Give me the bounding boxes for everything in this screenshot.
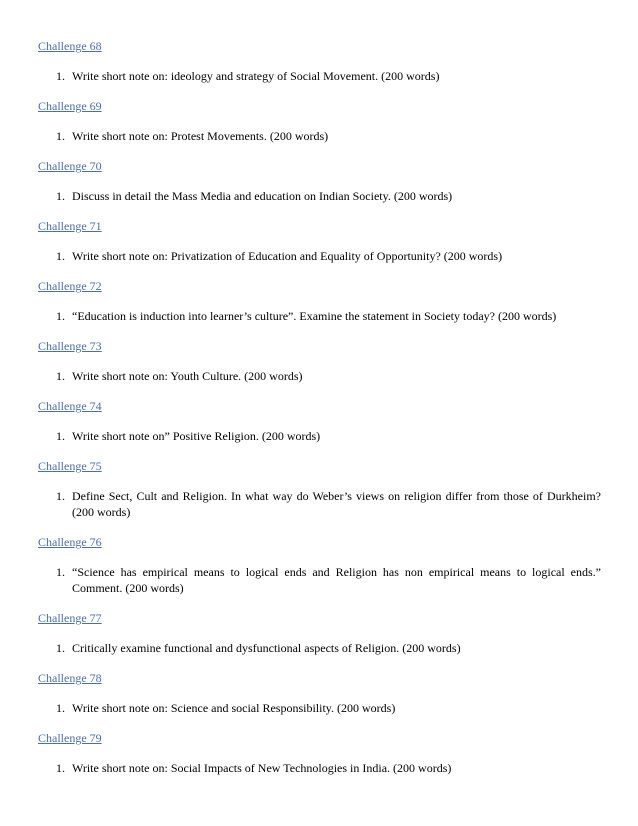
- list-number: 1.: [56, 429, 65, 443]
- question-item: [38, 640, 601, 656]
- question-item: [38, 308, 601, 324]
- question-text: “Education is induction into learner’s culture”. Examine the statement in Society today? (200 words): [72, 309, 557, 323]
- question-list: [38, 564, 601, 596]
- challenge-section-68: [38, 37, 601, 84]
- question-item: [38, 428, 601, 444]
- question-list: [38, 640, 601, 656]
- challenge-link-77[interactable]: Challenge 77: [38, 611, 102, 625]
- question-item: [38, 564, 601, 596]
- question-list: [38, 68, 601, 84]
- question-item: [38, 488, 601, 520]
- question-list: [38, 368, 601, 384]
- challenge-section-74: [38, 397, 601, 444]
- challenge-link-76[interactable]: Challenge 76: [38, 535, 102, 549]
- question-list: [38, 760, 601, 776]
- challenge-section-73: [38, 337, 601, 384]
- question-text: Discuss in detail the Mass Media and education on Indian Society. (200 words): [72, 189, 453, 203]
- question-list: [38, 700, 601, 716]
- list-number: 1.: [56, 565, 65, 579]
- challenge-link-73[interactable]: Challenge 73: [38, 339, 102, 353]
- challenge-link-75[interactable]: Challenge 75: [38, 459, 102, 473]
- question-text: Critically examine functional and dysfunctional aspects of Religion. (200 words): [72, 641, 461, 655]
- challenge-link-69[interactable]: Challenge 69: [38, 99, 102, 113]
- list-number: 1.: [56, 69, 65, 83]
- challenge-section-78: [38, 669, 601, 716]
- question-text: Write short note on: ideology and strategy of Social Movement. (200 words): [72, 69, 440, 83]
- list-number: 1.: [56, 249, 65, 263]
- list-number: 1.: [56, 369, 65, 383]
- question-text: “Science has empirical means to logical ends and Religion has non empirical means to logical ends.” Comment. (200 words): [72, 565, 601, 595]
- question-text: Define Sect, Cult and Religion. In what way do Weber’s views on religion differ from those of Durkheim? (200 words): [72, 489, 601, 519]
- question-item: [38, 188, 601, 204]
- challenge-section-77: [38, 609, 601, 656]
- list-number: 1.: [56, 309, 65, 323]
- challenge-section-71: [38, 217, 601, 264]
- challenge-link-79[interactable]: Challenge 79: [38, 731, 102, 745]
- challenge-section-69: [38, 97, 601, 144]
- question-text: Write short note on: Science and social Responsibility. (200 words): [72, 701, 396, 715]
- question-list: [38, 308, 601, 324]
- list-number: 1.: [56, 189, 65, 203]
- list-number: 1.: [56, 129, 65, 143]
- challenge-link-70[interactable]: Challenge 70: [38, 159, 102, 173]
- question-list: [38, 428, 601, 444]
- challenge-link-78[interactable]: Challenge 78: [38, 671, 102, 685]
- challenge-section-70: [38, 157, 601, 204]
- question-text: Write short note on: Youth Culture. (200 words): [72, 369, 303, 383]
- challenge-link-74[interactable]: Challenge 74: [38, 399, 102, 413]
- challenge-section-79: [38, 729, 601, 776]
- question-text: Write short note on: Social Impacts of New Technologies in India. (200 words): [72, 761, 452, 775]
- question-item: [38, 248, 601, 264]
- question-item: [38, 128, 601, 144]
- challenge-link-71[interactable]: Challenge 71: [38, 219, 102, 233]
- challenge-section-76: [38, 533, 601, 596]
- list-number: 1.: [56, 761, 65, 775]
- list-number: 1.: [56, 701, 65, 715]
- question-item: [38, 700, 601, 716]
- list-number: 1.: [56, 489, 65, 503]
- question-text: Write short note on” Positive Religion. (200 words): [72, 429, 321, 443]
- challenge-section-75: [38, 457, 601, 520]
- question-list: [38, 488, 601, 520]
- question-list: [38, 128, 601, 144]
- challenge-section-72: [38, 277, 601, 324]
- question-item: [38, 368, 601, 384]
- challenge-link-72[interactable]: Challenge 72: [38, 279, 102, 293]
- question-list: [38, 188, 601, 204]
- question-item: [38, 68, 601, 84]
- question-text: Write short note on: Protest Movements. (200 words): [72, 129, 329, 143]
- question-text: Write short note on: Privatization of Education and Equality of Opportunity? (200 words): [72, 249, 503, 263]
- list-number: 1.: [56, 641, 65, 655]
- question-item: [38, 760, 601, 776]
- challenge-link-68[interactable]: Challenge 68: [38, 39, 102, 53]
- question-list: [38, 248, 601, 264]
